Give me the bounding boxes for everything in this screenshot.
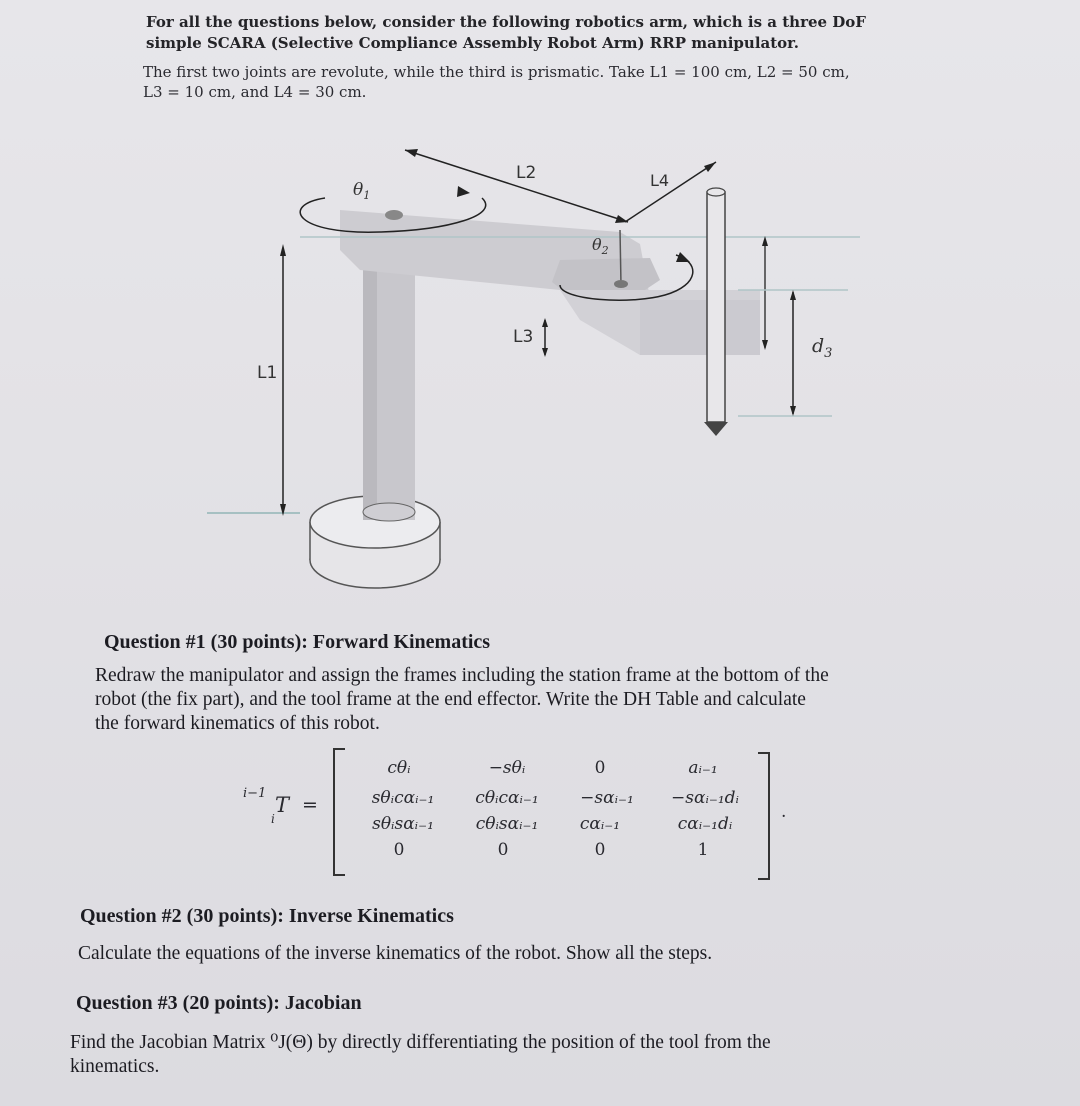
matrix-cell-r3-c1: 0 <box>497 840 509 860</box>
matrix-cell-r1-c0: sθᵢcαᵢ₋₁ <box>371 788 435 808</box>
matrix-cell-r3-c2: 0 <box>594 840 606 860</box>
matrix-cell-r2-c1: cθᵢsαᵢ₋₁ <box>475 814 539 834</box>
intro-line-1: For all the questions below, consider the following robotics arm, which is a three DoF <box>146 13 866 31</box>
label-theta1: $\theta_1$ <box>353 180 371 202</box>
matrix-left-bracket <box>333 748 345 876</box>
matrix-cell-r1-c2: −sαᵢ₋₁ <box>580 788 634 808</box>
matrix-equals: = <box>302 794 318 816</box>
matrix-cell-r0-c0: cθᵢ <box>387 758 411 778</box>
l4-dimension-arrow <box>625 162 716 222</box>
matrix-cell-r0-c2: 0 <box>594 758 606 778</box>
end-effector <box>704 422 728 436</box>
q2-text-line-1: Calculate the equations of the inverse kinematics of the robot. Show all the steps. <box>78 943 713 964</box>
matrix-lhs-subscript: i <box>271 812 275 826</box>
matrix-cell-r0-c1: −sθᵢ <box>488 758 526 778</box>
q1-text-line-1: Redraw the manipulator and assign the frames including the station frame at the bottom of the <box>95 665 829 686</box>
q1-text-line-3: the forward kinematics of this robot. <box>95 713 380 734</box>
intro-line-2: simple SCARA (Selective Compliance Assembly Robot Arm) RRP manipulator. <box>146 34 799 52</box>
matrix-trailing-period: . <box>781 802 787 822</box>
q3-title: Question #3 (20 points): Jacobian <box>76 992 362 1014</box>
label-l2: L2 <box>516 163 537 183</box>
prismatic-shaft <box>707 192 725 422</box>
q2-title: Question #2 (30 points): Inverse Kinematics <box>80 905 454 927</box>
intro-line-4: L3 = 10 cm, and L4 = 30 cm. <box>143 83 367 101</box>
q1-text-line-2: robot (the fix part), and the tool frame at the end effector. Write the DH Table and calculate <box>95 689 806 710</box>
scara-diagram <box>0 110 1080 620</box>
label-theta2: $\theta_2$ <box>592 235 609 257</box>
label-l1: L1 <box>257 363 278 383</box>
label-l4: L4 <box>650 171 670 190</box>
label-d3: $d_3$ <box>812 335 833 361</box>
matrix-cell-r2-c2: cαᵢ₋₁ <box>579 814 621 834</box>
matrix-right-bracket <box>758 752 770 880</box>
matrix-cell-r3-c3: 1 <box>697 840 709 860</box>
l2-dimension-arrow <box>405 150 628 222</box>
matrix-cell-r2-c3: cαᵢ₋₁dᵢ <box>677 814 733 834</box>
matrix-cell-r0-c3: aᵢ₋₁ <box>688 758 718 778</box>
matrix-cell-r2-c0: sθᵢsαᵢ₋₁ <box>372 814 434 834</box>
matrix-lhs-superscript: i−1 <box>243 786 267 801</box>
q3-text-line-1: Find the Jacobian Matrix ⁰J(Θ) by directly differentiating the position of the tool from the <box>70 1032 771 1053</box>
matrix-cell-r1-c1: cθᵢcαᵢ₋₁ <box>475 788 539 808</box>
matrix-cell-r3-c0: 0 <box>393 840 405 860</box>
matrix-lhs-t: T <box>275 793 290 817</box>
q3-text-line-2: kinematics. <box>70 1056 160 1077</box>
matrix-cell-r1-c3: −sαᵢ₋₁dᵢ <box>671 788 739 808</box>
intro-line-3: The first two joints are revolute, while the third is prismatic. Take L1 = 100 cm, L2 = 50 cm, <box>143 63 850 81</box>
q1-title: Question #1 (30 points): Forward Kinematics <box>104 631 491 653</box>
label-l3: L3 <box>513 327 534 347</box>
